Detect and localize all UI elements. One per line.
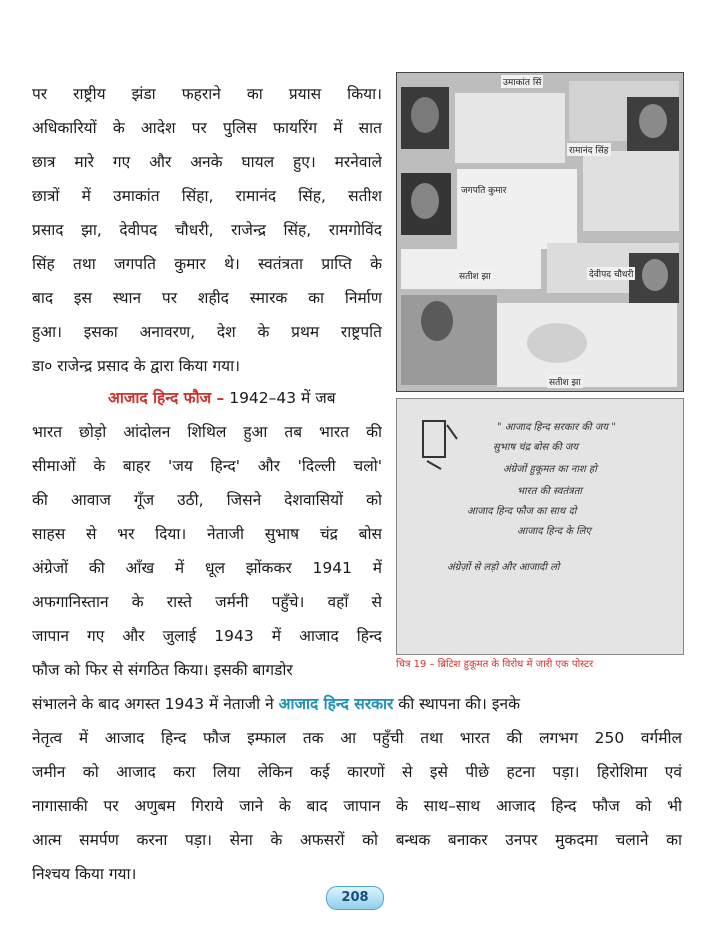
text-line: अंग्रेजों की आँख में धूल झोंककर 1941 में xyxy=(32,559,382,577)
poster-line: " आजाद हिन्द सरकार की जय " xyxy=(497,422,616,433)
text-line: सीमाओं के बाहर 'जय हिन्द' और 'दिल्ली चलो' xyxy=(32,457,382,475)
photo-label: देवीपद चौधरी xyxy=(587,267,635,280)
protest-poster-image xyxy=(396,398,684,655)
text-line: छात्रों में उमाकांत सिंहा, रामानंद सिंह, सतीश xyxy=(32,187,382,205)
text-line: आत्म समर्पण करना पड़ा। सेना के अफसरों को बन्धक बनाकर उनपर मुकदमा चलाने का xyxy=(32,831,682,849)
text-line: निश्चय किया गया। xyxy=(32,865,137,883)
text-line: बाद इस स्थान पर शहीद स्मारक का निर्माण xyxy=(32,289,382,307)
poster-line: अंग्रेज़ों से लड़ो और आजादी लो xyxy=(447,562,560,573)
poster-line: आजाद हिन्द फौज का साथ दो xyxy=(467,506,577,517)
text-line: साहस से भर दिया। नेताजी सुभाष चंद्र बोस xyxy=(32,525,382,543)
text-line: छात्र मारे गए और अनके घायल हुए। मरनेवाले xyxy=(32,153,382,171)
text-line xyxy=(32,694,520,714)
text-line: नेतृत्व में आजाद हिन्द फौज इम्फाल तक आ पहुँची तथा भारत की लगभग 250 वर्गमील xyxy=(32,729,682,747)
section-heading-rest: 1942–43 में जब xyxy=(229,389,336,407)
section-heading: आजाद हिन्द फौज – xyxy=(108,389,225,407)
text-line: की आवाज गूँज उठी, जिसने देशवासियों को xyxy=(32,491,382,509)
text-line: जमीन को आजाद करा लिया लेकिन कई कारणों से इसे पीछे हटना पड़ा। हिरोशिमा एवं xyxy=(32,763,682,781)
text-line: जापान गए और जुलाई 1943 में आजाद हिन्द xyxy=(32,627,382,645)
collage-graphic xyxy=(397,73,683,391)
text-line: नागासाकी पर अणुबम गिराये जाने के बाद जापान के साथ–साथ आजाद हिन्द फौज को भी xyxy=(32,797,682,815)
martyrs-photo-collage xyxy=(396,72,684,392)
poster-line: भारत की स्वतंत्रता xyxy=(517,486,582,497)
photo-label: रामानंद सिंह xyxy=(567,143,611,156)
photo-label: उमाकांत सिं xyxy=(501,75,543,88)
text-segment: की स्थापना की। इनके xyxy=(393,695,520,713)
poster-line: आजाद हिन्द के लिए xyxy=(517,526,591,537)
figure-caption: चित्र 19 – ब्रिटिश हुकूमत के विरोध में जारी एक पोस्टर xyxy=(396,659,594,670)
photo-label: सतीश झा xyxy=(457,269,493,282)
text-line: भारत छोड़ो आंदोलन शिथिल हुआ तब भारत की xyxy=(32,423,382,441)
page-number: 208 xyxy=(326,886,384,910)
text-line: डा० राजेन्द्र प्रसाद के द्वारा किया गया। xyxy=(32,357,241,375)
poster-line: सुभाष चंद्र बोस की जय xyxy=(493,442,579,453)
section-heading-line xyxy=(108,388,336,408)
poster-line: अंग्रेजों हुकूमत का नाश हो xyxy=(503,464,597,475)
text-line: अधिकारियों के आदेश पर पुलिस फायरिंग में सात xyxy=(32,119,382,137)
text-line: फौज को फिर से संगठित किया। इसकी बागडोर xyxy=(32,661,293,679)
text-segment: संभालने के बाद अगस्त 1943 में नेताजी ने xyxy=(32,695,279,713)
azad-hind-sarkar-highlight: आजाद हिन्द सरकार xyxy=(278,695,394,713)
text-line: सिंह तथा जगपति कुमार थे। स्वतंत्रता प्राप्ति के xyxy=(32,255,382,273)
photo-label: सतीश झा xyxy=(547,375,583,388)
text-line: हुआ। इसका अनावरण, देश के प्रथम राष्ट्रपति xyxy=(32,323,382,341)
text-line: प्रसाद झा, देवीपद चौधरी, राजेन्द्र सिंह, रामगोविंद xyxy=(32,221,382,239)
text-line: पर राष्ट्रीय झंडा फहराने का प्रयास किया। xyxy=(32,85,382,103)
photo-label: जगपति कुमार xyxy=(459,183,509,196)
text-line: अफगानिस्तान के रास्ते जर्मनी पहुँचे। वहाँ से xyxy=(32,593,382,611)
